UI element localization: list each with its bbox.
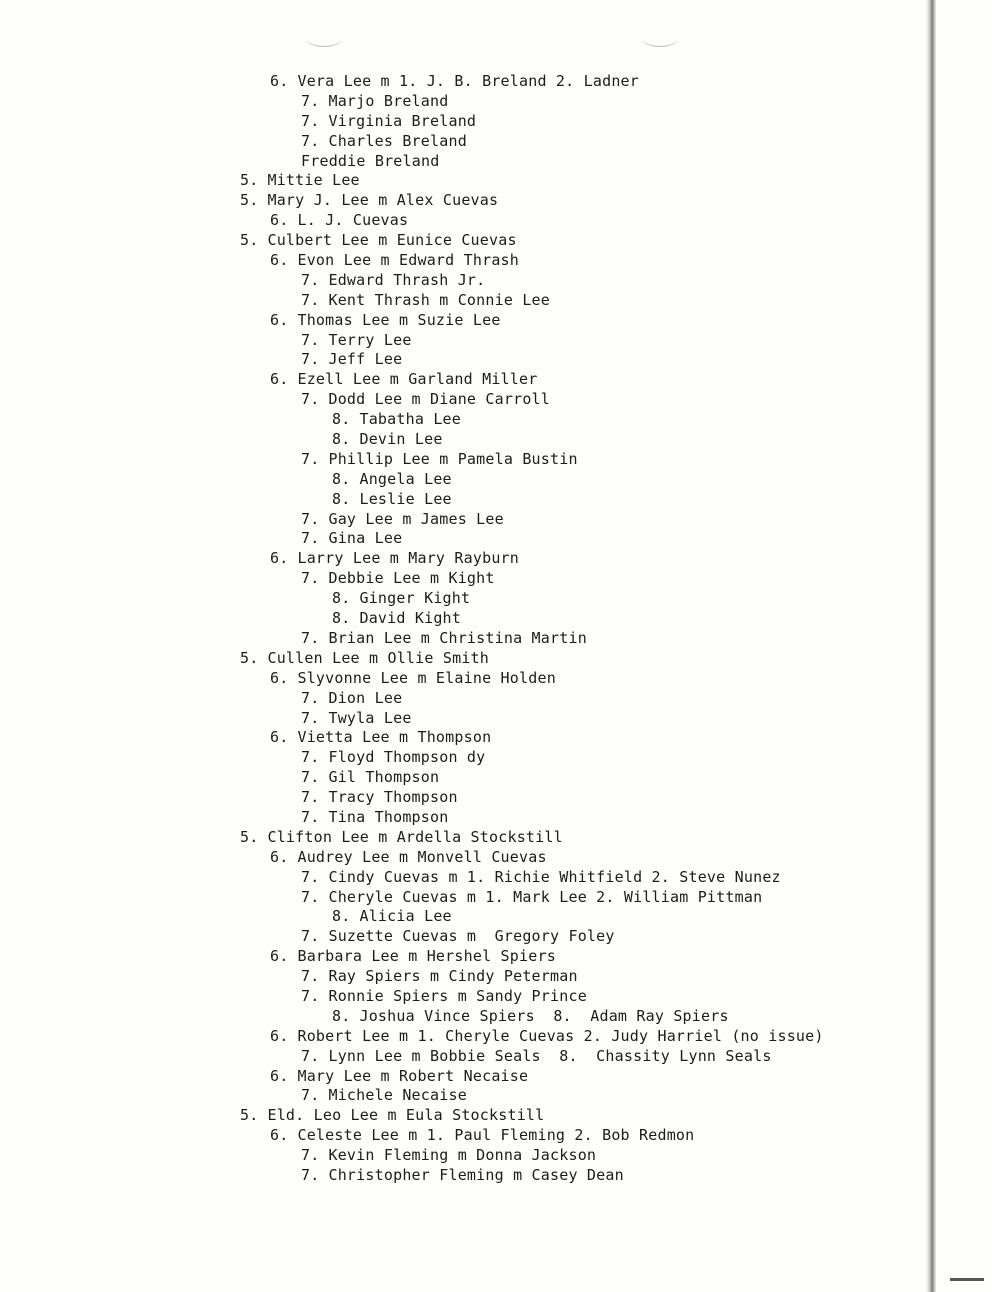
genealogy-entry [0,1047,824,1067]
generation-number: 7. [301,509,320,528]
generation-number: 7. [301,788,320,807]
genealogy-list [0,72,824,1186]
entry-text: Vietta Lee m Thompson [297,728,492,747]
genealogy-entry [0,728,824,748]
genealogy-entry [0,927,824,947]
generation-number: 8. [332,469,351,488]
generation-number: 7. [301,569,320,588]
entry-text: Tina Thompson [328,807,449,826]
genealogy-entry [0,331,824,351]
genealogy-entry [0,868,824,888]
genealogy-entry [0,1067,824,1087]
entry-text: Twyla Lee [328,708,412,727]
entry-text: Jeff Lee [328,350,403,369]
genealogy-entry [0,888,824,908]
genealogy-entry [0,92,824,112]
genealogy-entry [0,748,824,768]
generation-number: 6. [270,947,289,966]
entry-text: Cullen Lee m Ollie Smith [267,648,490,667]
generation-number: 7. [301,449,320,468]
generation-number: 7. [301,986,320,1005]
generation-number: 5. [240,648,259,667]
entry-text: L. J. Cuevas [297,211,409,230]
generation-number: 8. [332,410,351,429]
entry-text: Floyd Thompson dy [328,748,486,767]
genealogy-entry [0,1086,824,1106]
generation-number: 7. [301,768,320,787]
genealogy-entry [0,450,824,470]
generation-number: 7. [301,1046,320,1065]
generation-number: 6. [270,847,289,866]
entry-text: Culbert Lee m Eunice Cuevas [267,231,517,250]
generation-number: 6. [270,549,289,568]
entry-text: Joshua Vince Spiers 8. Adam Ray Spiers [359,1006,729,1025]
entry-text: Virginia Breland [328,111,477,130]
genealogy-entry [0,589,824,609]
generation-number: 7. [301,708,320,727]
entry-text: Vera Lee m 1. J. B. Breland 2. Ladner [297,72,640,90]
generation-number: 6. [270,728,289,747]
entry-text: Angela Lee [359,469,452,488]
generation-number: 7. [301,807,320,826]
genealogy-entry [0,669,824,689]
generation-number: 6. [270,72,289,90]
entry-text: Alicia Lee [359,907,452,926]
generation-number: 7. [301,688,320,707]
genealogy-entry [0,609,824,629]
scan-edge-shadow [926,0,936,1292]
generation-number: 8. [332,609,351,628]
genealogy-entry [0,689,824,709]
genealogy-entry [0,311,824,331]
genealogy-entry [0,768,824,788]
genealogy-entry [0,549,824,569]
generation-number: 8. [332,1006,351,1025]
entry-text: Dion Lee [328,688,403,707]
entry-text: Christopher Fleming m Casey Dean [328,1165,624,1184]
entry-text: Michele Necaise [328,1086,467,1105]
genealogy-entry [0,947,824,967]
entry-text: Ginger Kight [359,589,471,608]
genealogy-entry [0,709,824,729]
genealogy-entry [0,649,824,669]
genealogy-entry [0,191,824,211]
entry-text: Gil Thompson [328,768,440,787]
entry-text: Terry Lee [328,330,412,349]
entry-text: Gina Lee [328,529,403,548]
entry-text: Brian Lee m Christina Martin [328,628,587,647]
genealogy-entry [0,1106,824,1126]
genealogy-entry [0,569,824,589]
genealogy-entry [0,808,824,828]
entry-text: Mary Lee m Robert Necaise [297,1066,529,1085]
genealogy-entry [0,848,824,868]
entry-text: Debbie Lee m Kight [328,569,495,588]
generation-number: 6. [270,1026,289,1045]
generation-number: 7. [301,111,320,130]
generation-number: 7. [301,927,320,946]
genealogy-entry [0,410,824,430]
generation-number: 5. [240,191,259,210]
entry-text: Larry Lee m Mary Rayburn [297,549,520,568]
generation-number: 7. [301,887,320,906]
generation-number: 5. [240,231,259,250]
generation-number: 5. [240,1106,259,1125]
entry-text: Dodd Lee m Diane Carroll [328,390,551,409]
genealogy-entry [0,132,824,152]
punch-hole-mark-right [642,30,678,47]
genealogy-entry [0,1166,824,1186]
entry-text: Marjo Breland [328,91,449,110]
generation-number: 6. [270,370,289,389]
entry-text: Freddie Breland [301,151,440,170]
generation-number: 7. [301,967,320,986]
genealogy-entry [0,967,824,987]
genealogy-entry [0,788,824,808]
generation-number: 6. [270,211,289,230]
generation-number: 8. [332,489,351,508]
entry-text: Tracy Thompson [328,788,458,807]
entry-text: Ray Spiers m Cindy Peterman [328,967,578,986]
genealogy-entry [0,629,824,649]
generation-number: 5. [240,171,259,190]
entry-text: Devin Lee [359,430,443,449]
genealogy-entry [0,390,824,410]
entry-text: Thomas Lee m Suzie Lee [297,310,501,329]
generation-number: 7. [301,91,320,110]
entry-text: Mittie Lee [267,171,360,190]
entry-text: Lynn Lee m Bobbie Seals 8. Chassity Lynn Seals [328,1046,772,1065]
entry-text: Tabatha Lee [359,410,462,429]
entry-text: Celeste Lee m 1. Paul Fleming 2. Bob Redmon [297,1126,695,1145]
genealogy-entry [0,828,824,848]
generation-number: 6. [270,251,289,270]
genealogy-entry [0,1007,824,1027]
generation-number: 6. [270,1066,289,1085]
entry-text: Cindy Cuevas m 1. Richie Whitfield 2. Steve Nunez [328,867,781,886]
entry-text: Edward Thrash Jr. [328,270,486,289]
genealogy-entry [0,490,824,510]
entry-text: Charles Breland [328,131,467,150]
genealogy-entry [0,112,824,132]
genealogy-entry [0,1126,824,1146]
entry-text: Barbara Lee m Hershel Spiers [297,947,556,966]
generation-number: 7. [301,350,320,369]
generation-number: 5. [240,827,259,846]
entry-text: David Kight [359,609,462,628]
genealogy-entry [0,251,824,271]
entry-text: Eld. Leo Lee m Eula Stockstill [267,1106,545,1125]
generation-number: 7. [301,330,320,349]
generation-number: 7. [301,529,320,548]
genealogy-entry [0,72,824,92]
genealogy-entry [0,152,824,172]
entry-text: Ronnie Spiers m Sandy Prince [328,986,587,1005]
entry-text: Ezell Lee m Garland Miller [297,370,538,389]
entry-text: Phillip Lee m Pamela Bustin [328,449,578,468]
generation-number: 7. [301,748,320,767]
generation-number: 6. [270,310,289,329]
generation-number: 7. [301,1146,320,1165]
entry-text: Leslie Lee [359,489,452,508]
generation-number: 7. [301,1165,320,1184]
genealogy-entry [0,271,824,291]
genealogy-entry [0,470,824,490]
entry-text: Slyvonne Lee m Elaine Holden [297,668,556,687]
generation-number: 8. [332,430,351,449]
genealogy-entry [0,171,824,191]
entry-text: Evon Lee m Edward Thrash [297,251,520,270]
entry-text: Clifton Lee m Ardella Stockstill [267,827,563,846]
generation-number: 7. [301,867,320,886]
genealogy-entry [0,1027,824,1047]
generation-number: 8. [332,907,351,926]
generation-number: 6. [270,1126,289,1145]
generation-number: 8. [332,589,351,608]
punch-hole-mark-left [306,30,342,47]
generation-number: 7. [301,1086,320,1105]
entry-text: Suzette Cuevas m Gregory Foley [328,927,615,946]
scan-edge-mark [950,1278,984,1281]
generation-number: 7. [301,131,320,150]
generation-number: 7. [301,290,320,309]
genealogy-entry [0,350,824,370]
generation-number: 6. [270,668,289,687]
entry-text: Kent Thrash m Connie Lee [328,290,551,309]
genealogy-entry [0,510,824,530]
generation-number: 7. [301,628,320,647]
entry-text: Kevin Fleming m Donna Jackson [328,1146,597,1165]
genealogy-entry [0,291,824,311]
genealogy-entry [0,370,824,390]
genealogy-entry [0,231,824,251]
genealogy-entry [0,211,824,231]
entry-text: Gay Lee m James Lee [328,509,504,528]
genealogy-entry [0,987,824,1007]
generation-number: 7. [301,270,320,289]
genealogy-entry [0,529,824,549]
genealogy-entry [0,1146,824,1166]
entry-text: Audrey Lee m Monvell Cuevas [297,847,547,866]
genealogy-entry [0,430,824,450]
generation-number: 7. [301,390,320,409]
entry-text: Cheryle Cuevas m 1. Mark Lee 2. William Pittman [328,887,763,906]
entry-text: Robert Lee m 1. Cheryle Cuevas 2. Judy Harriel (no issue) [297,1026,824,1045]
genealogy-entry [0,907,824,927]
entry-text: Mary J. Lee m Alex Cuevas [267,191,499,210]
